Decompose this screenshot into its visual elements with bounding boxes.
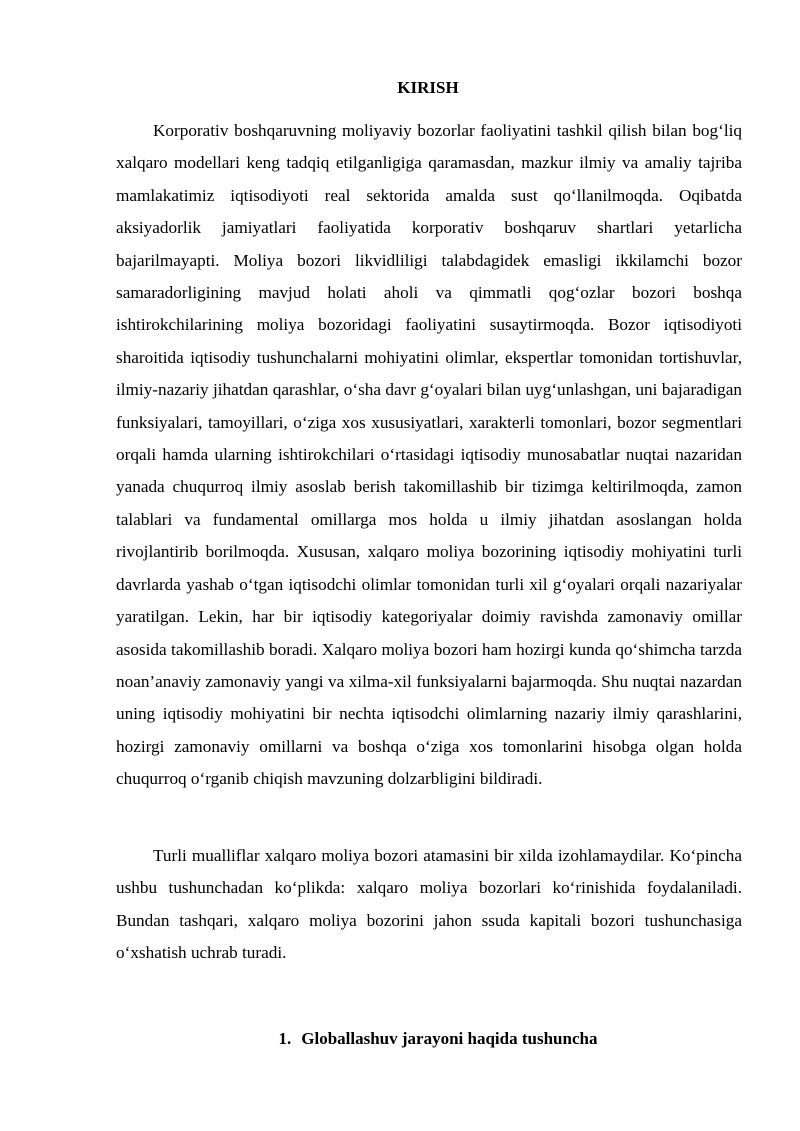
- body-paragraph-2: Turli mualliflar xalqaro moliya bozori atamasini bir xilda izohlamaydilar. Ko‘pincha ushbu tushunchadan ko‘plikda: xalqaro moliya bozorlari ko‘rinishida foydalaniladi. Bundan tashqari, xalqaro moliya bozorini jahon ssuda kapitali bozori tushunchasiga o‘xshatish uchrab turadi.: [116, 846, 742, 963]
- section-number: 1.: [278, 1029, 292, 1048]
- body-paragraph-1: Korporativ boshqaruvning moliyaviy bozorlar faoliyatini tashkil qilish bilan bog‘liq xalqaro modellari keng tadqiq etilganligiga qaramasdan, mazkur ilmiy va amaliy tajriba mamlakatimiz iqtisodiyoti real sektorida amalda sust qo‘llanilmoqda. Oqibatda aksiyadorlik jamiyatlari faoliyatida korporativ boshqaruv shartlari yetarlicha bajarilmayapti. Moliya bozori likvidliligi talabdagidek emasligi ikkilamchi bozor samaradorligining mavjud holati aholi va qimmatli qog‘ozlar bozori boshqa ishtirokchilarining moliya bozoridagi faoliyatini susaytirmoqda. Bozor iqtisodiyoti sharoitida iqtisodiy tushunchalarni mohiyatini olimlar, ekspertlar tomonidan tortishuvlar, ilmiy-nazariy jihatdan qarashlar, o‘sha davr g‘oyalari bilan uyg‘unlashgan, uni bajaradigan funksiyalari, tamoyillari, o‘ziga xos xususiyatlari, xarakterli tomonlari, bozor segmentlari orqali hamda ularning ishtirokchilari o‘rtasidagi iqtisodiy munosabatlar nuqtai nazaridan yanada chuqurroq ilmiy asoslab berish takomillashib bir tizimga keltirilmoqda, zamon talablari va fundamental omillarga mos holda u ilmiy jihatdan asoslangan holda rivojlantirib borilmoqda. Xususan, xalqaro moliya bozorining iqtisodiy mohiyatini turli davrlarda yashab o‘tgan iqtisodchi olimlar tomonidan turli xil g‘oyalari orqali nazariyalar yaratilgan. Lekin, har bir iqtisodiy kategoriyalar doimiy ravishda zamonaviy omillar asosida takomillashib boradi. Xalqaro moliya bozori ham hozirgi kunda qo‘shimcha tarzda noan’anaviy zamonaviy yangi va xilma-xil funksiyalarni bajarmoqda. Shu nuqtai nazardan uning iqtisodiy mohiyatini bir nechta iqtisodchi olimlarning nazariy ilmiy qarashlarini, hozirgi zamonaviy omillarni va boshqa o‘ziga xos tomonlarini hisobga olgan holda chuqurroq o‘rganib chiqish mavzuning dolzarbligini bildiradi.: [116, 121, 742, 789]
- page-title: KIRISH: [397, 78, 459, 97]
- section-title: Globallashuv jarayoni haqida tushuncha: [301, 1029, 598, 1048]
- section-heading: [0, 1026, 800, 1052]
